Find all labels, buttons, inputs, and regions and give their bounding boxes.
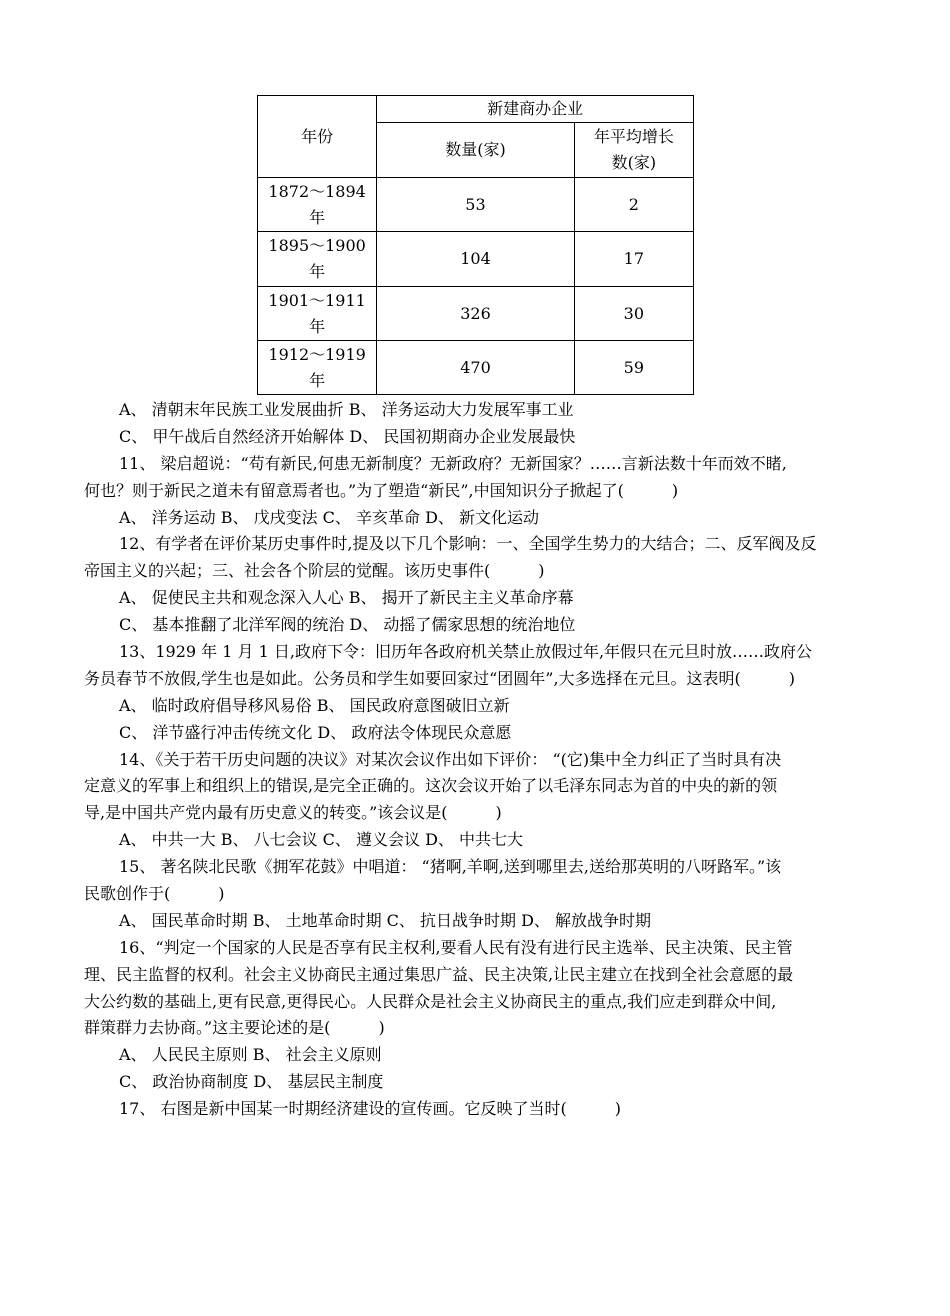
q15-stem-line2 <box>84 881 868 908</box>
year-line2: 年 <box>309 370 326 390</box>
count-cell: 326 <box>377 287 574 341</box>
q16-stem-text: 群策群力去协商。”这主要论述的是( <box>84 1018 331 1038</box>
q15-stem-line1: 15、 著名陕北民歌《拥军花鼓》中唱道： “猪啊,羊啊,送到哪里去,送给那英明的八呀路军。”该 <box>119 857 782 877</box>
year-line2: 年 <box>309 207 326 227</box>
header-growth-line1: 年平均增长 <box>593 127 674 146</box>
header-growth <box>574 123 693 178</box>
year-line1: 1895～1900 <box>268 236 366 255</box>
year-cell <box>258 341 377 395</box>
q13-answer-close: ) <box>788 668 796 688</box>
q14-stem-line2: 定意义的军事上和组织上的错误,是完全正确的。这次会议开始了以毛泽东同志为首的中央的新的领 <box>84 776 778 796</box>
q16-stem-line1: 16、“判定一个国家的人民是否享有民主权利,要看人民有没有进行民主选举、民主决策、民主管 <box>119 937 793 957</box>
header-growth-line2: 数(家) <box>611 153 657 172</box>
count-cell: 104 <box>377 232 574 287</box>
q16-stem-line2: 理、民主监督的权利。社会主义协商民主通过集思广益、民主决策,让民主建立在找到全社会意愿的最 <box>84 964 794 984</box>
q12-stem-line2 <box>84 558 868 585</box>
header-group: 新建商办企业 <box>377 96 694 123</box>
q14-options: A、 中共一大 B、 八七会议 C、 遵义会议 D、 中共七大 <box>119 830 523 850</box>
q12-options-cd: C、 基本推翻了北洋军阀的统治 D、 动摇了儒家思想的统治地位 <box>119 615 576 635</box>
q10-options-cd: C、 甲午战后自然经济开始解体 D、 民国初期商办企业发展最快 <box>119 426 576 446</box>
q16-stem-line3: 大公约数的基础上,更有民意,更得民心。人民群众是社会主义协商民主的重点,我们应走到群众中间, <box>84 991 777 1011</box>
q12-options-ab: A、 促使民主共和观念深入人心 B、 揭开了新民主主义革命序幕 <box>119 588 574 608</box>
question-list <box>84 397 868 1123</box>
year-line1: 1901～1911 <box>268 290 366 310</box>
q16-stem-line4 <box>84 1015 868 1042</box>
table-row <box>258 341 694 395</box>
year-cell <box>258 287 377 341</box>
year-line2: 年 <box>309 316 326 336</box>
year-line2: 年 <box>309 262 326 281</box>
q14-stem-line1: 14、《关于若干历史问题的决议》对某次会议作出如下评价： “(它)集中全力纠正了当时具有决 <box>119 749 782 769</box>
enterprise-table <box>257 95 694 395</box>
q17-answer-close: ) <box>614 1099 621 1119</box>
q11-options: A、 洋务运动 B、 戊戌变法 C、 辛亥革命 D、 新文化运动 <box>119 507 539 527</box>
q13-stem-line2 <box>84 666 868 693</box>
q13-options-cd: C、 洋节盛行冲击传统文化 D、 政府法令体现民众意愿 <box>119 722 512 742</box>
q11-stem-line1: 11、 梁启超说：“苟有新民,何患无新制度？无新政府？无新国家？……言新法数十年而效不睹, <box>119 453 787 473</box>
q11-answer-close: ) <box>671 480 679 500</box>
header-year: 年份 <box>258 96 377 178</box>
q14-stem-text: 导,是中国共产党内最有历史意义的转变。”该会议是( <box>84 803 448 823</box>
count-cell: 53 <box>377 178 574 232</box>
q13-stem-text: 务员春节不放假,学生也是如此。公务员和学生如要回家过“团圆年”,大多选择在元旦。这表明( <box>84 668 741 688</box>
count-cell: 470 <box>377 341 574 395</box>
q12-answer-close: ) <box>538 561 545 581</box>
q17-stem-text: 17、 右图是新中国某一时期经济建设的宣传画。它反映了当时( <box>119 1099 567 1119</box>
q11-stem-text: 何也？则于新民之道未有留意焉者也。”为了塑造“新民”,中国知识分子掀起了( <box>84 480 624 500</box>
q13-stem-line1: 13、1929 年 1 月 1 日,政府下令：旧历年各政府机关禁止放假过年,年假只在元旦时放……政府公 <box>119 642 813 662</box>
year-cell <box>258 232 377 287</box>
year-line1: 1872～1894 <box>268 181 366 201</box>
q10-options-ab: A、 清朝末年民族工业发展曲折 B、 洋务运动大力发展军事工业 <box>119 400 574 419</box>
growth-cell: 17 <box>574 232 693 287</box>
growth-cell: 30 <box>574 287 693 341</box>
q11-stem-line2 <box>84 478 868 505</box>
growth-cell: 59 <box>574 341 693 395</box>
q14-answer-close: ) <box>495 803 502 823</box>
table-row <box>258 232 694 287</box>
year-cell <box>258 178 377 232</box>
header-count: 数量(家) <box>377 123 574 178</box>
table-row <box>258 178 694 232</box>
q13-options-ab: A、 临时政府倡导移风易俗 B、 国民政府意图破旧立新 <box>119 695 510 715</box>
q14-stem-line3 <box>84 800 868 827</box>
table-row <box>258 287 694 341</box>
q17-stem <box>84 1096 868 1123</box>
growth-cell: 2 <box>574 178 693 232</box>
q16-options-cd: C、 政治协商制度 D、 基层民主制度 <box>119 1072 384 1092</box>
q16-answer-close: ) <box>378 1018 385 1038</box>
q16-options-ab: A、 人民民主原则 B、 社会主义原则 <box>119 1045 382 1065</box>
q15-answer-close: ) <box>218 884 225 904</box>
year-line1: 1912～1919 <box>268 344 366 364</box>
q15-stem-text: 民歌创作于( <box>84 884 171 904</box>
q12-stem-line1: 12、有学者在评价某历史事件时,提及以下几个影响：一、全国学生势力的大结合；二、反军阀及反 <box>119 534 817 554</box>
q12-stem-text: 帝国主义的兴起；三、社会各个阶层的觉醒。该历史事件( <box>84 561 491 581</box>
q15-options: A、 国民革命时期 B、 土地革命时期 C、 抗日战争时期 D、 解放战争时期 <box>119 910 651 930</box>
